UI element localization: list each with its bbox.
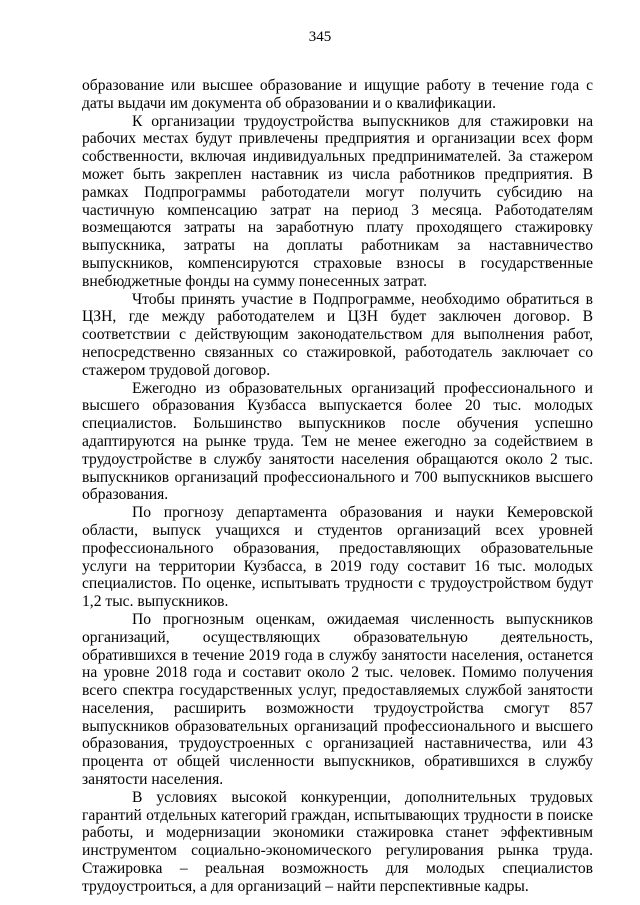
paragraph-graduates-annual: Ежегодно из образовательных организаций профессионального и высшего образования Кузбасса выпускается более 20 тыс. молодых специалистов. Большинство выпускников после обучения успешно адаптируются на рынке труда. Тем не менее ежегодно за содействием в трудоустройстве в службу занятости населения обращаются около 2 тыс. выпускников организаций профессионального и 700 выпускников высшего образования. — [82, 379, 593, 504]
paragraph-conclusion: В условиях высокой конкуренции, дополнительных трудовых гарантий отдельных категорий граждан, испытывающих трудности в поиске работы, и модернизации экономики стажировка станет эффективным инструментом социально-экономического регулирования рынка труда. Стажировка – реальная возможность для молодых специалистов трудоустроиться, а для организаций – найти перспективные кадры. — [82, 788, 593, 895]
page-number: 345 — [308, 29, 332, 45]
body-text — [82, 77, 593, 896]
paragraph-forecast-estimates: По прогнозным оценкам, ожидаемая численность выпускников организаций, осуществляющих образовательную деятельность, обратившихся в течение 2019 года в службу занятости населения, останется на уровне 2018 года и составит около 2 тыс. человек. Помимо получения всего спектра государственных услуг, предоставляемых службой занятости населения, расширить возможности трудоустройства смогут 857 выпускников образовательных организаций профессионального и высшего образования, трудоустроенных с организацией наставничества, или 43 процента от общей численности выпускников, обратившихся в службу занятости населения. — [82, 610, 593, 789]
paragraph-continuation: образование или высшее образование и ищущие работу в течение года с даты выдачи им документа об образовании и о квалификации. — [82, 77, 593, 112]
paragraph-internship-organization: К организации трудоустройства выпускников для стажировки на рабочих местах будут привлечены предприятия и организации всех форм собственности, включая индивидуальных предпринимателей. За стажером может быть закреплен наставник из числа работников предприятия. В рамках Подпрограммы работодатели могут получить субсидию на частичную компенсацию затрат на период 3 месяца. Работодателям возмещаются затраты на заработную плату проходящего стажировку выпускника, затраты на доплаты работникам за наставничество выпускников, компенсируются страховые взносы в государственные внебюджетные фонды на сумму понесенных затрат. — [82, 112, 593, 290]
paragraph-participation: Чтобы принять участие в Подпрограмме, необходимо обратиться в ЦЗН, где между работодателем и ЦЗН будет заключен договор. В соответствии с действующим законодательством для выполнения работ, непосредственно связанных со стажировкой, работодатель заключает со стажером трудовой договор. — [82, 290, 593, 379]
paragraph-forecast-department: По прогнозу департамента образования и науки Кемеровской области, выпуск учащихся и студентов организаций всех уровней профессионального образования, предоставляющих образовательные услуги на территории Кузбасса, в 2019 году составит 16 тыс. молодых специалистов. По оценке, испытывать трудности с трудоустройством будут 1,2 тыс. выпускников. — [82, 504, 593, 611]
